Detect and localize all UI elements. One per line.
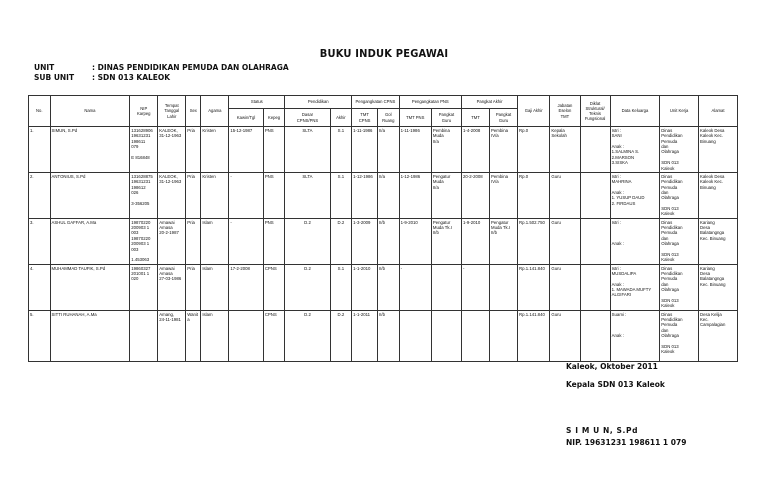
header-row-1 xyxy=(29,96,738,109)
col-kepeg: Kepeg xyxy=(263,109,285,127)
cell-sex: Pria xyxy=(186,127,201,173)
cell-tmt-cpns: 1-3-2009 xyxy=(352,218,378,264)
cell-agama: Kristen xyxy=(201,127,229,173)
col-jabatan: Jabatan Eselon TMT xyxy=(550,96,580,127)
col-ttl: Tempat Tanggal Lahir xyxy=(158,96,186,127)
cell-nip: 131628875 19631231 198612 026 3-356205 xyxy=(130,172,158,218)
col-nip: NIP Karpeg xyxy=(130,96,158,127)
col-pengangkatan-pns: Pengangkatan PNS xyxy=(399,96,461,109)
cell-kawin: 17-2-2008 xyxy=(229,264,263,310)
cell-nama: SITTI RUHANAH, A.Ma xyxy=(50,310,130,361)
cell-gol: II/b xyxy=(378,310,400,361)
cell-pangkat-guru xyxy=(431,264,461,310)
cell-tmt-akhir: - xyxy=(462,264,490,310)
cell-diklat xyxy=(580,127,610,173)
col-nama: Nama xyxy=(50,96,130,127)
col-pendidikan: Pendidikan xyxy=(285,96,352,109)
cell-no: 2. xyxy=(29,172,51,218)
cell-gaji: Rp.1.141.840 xyxy=(518,264,550,310)
col-alamat: Alamat xyxy=(699,96,738,127)
table-row xyxy=(29,218,738,264)
cell-jabatan: Kepala Sekolah xyxy=(550,127,580,173)
col-pangkat-akhir: Pangkat Akhir xyxy=(462,96,518,109)
cell-sex: Pria xyxy=(186,264,201,310)
cell-no: 3. xyxy=(29,218,51,264)
cell-agama: Kristen xyxy=(201,172,229,218)
cell-jabatan: Guru xyxy=(550,310,580,361)
cell-akhir: D.2 xyxy=(330,310,352,361)
col-tmt: TMT xyxy=(462,109,490,127)
cell-pangkat-akhir xyxy=(490,310,518,361)
unit-label: UNIT xyxy=(34,63,55,72)
cell-alamat: Kariang Desa Balatangnga Kec. Binuang xyxy=(699,218,738,264)
cell-sex: Wanita xyxy=(186,310,201,361)
cell-nip: 131628906 19631231 198611 079 E 816848 xyxy=(130,127,158,173)
cell-pangkat-guru: Pengatur Muda II/a xyxy=(431,172,461,218)
cell-agama: Islam xyxy=(201,218,229,264)
cell-sex: Pria xyxy=(186,218,201,264)
cell-nama: ANTONIUS, S.Pd xyxy=(50,172,130,218)
cell-pangkat-akhir: Pembina IV/a xyxy=(490,127,518,173)
cell-pangkat-guru xyxy=(431,310,461,361)
cell-pangkat-guru: Pembina Muda II/a xyxy=(431,127,461,173)
col-status: Status xyxy=(229,96,285,109)
signature-nip: NIP. 19631231 198611 1 079 xyxy=(566,438,687,447)
employee-table xyxy=(28,95,738,362)
cell-dasar: SLTA xyxy=(285,172,330,218)
col-tmt-cpns: TMT CPNS xyxy=(352,109,378,127)
cell-dasar: D.2 xyxy=(285,264,330,310)
col-pengangkatan-cpns: Pengangkatan CPNS xyxy=(352,96,399,109)
signature-name: S I M U N, S.Pd xyxy=(566,426,639,435)
document-title: BUKU INDUK PEGAWAI xyxy=(319,47,449,60)
cell-diklat xyxy=(580,264,610,310)
cell-gol: II/b xyxy=(378,218,400,264)
cell-agama: Islam xyxy=(201,310,229,361)
cell-dasar: D.2 xyxy=(285,218,330,264)
cell-ttl: KALEOK, 31-12-1963 xyxy=(158,172,186,218)
col-gol-ruang: Gol Ruang xyxy=(378,109,400,127)
table-row xyxy=(29,172,738,218)
unit-line xyxy=(34,63,289,72)
cell-gol: II/a xyxy=(378,172,400,218)
cell-gaji: Rp.1.502.750 xyxy=(518,218,550,264)
cell-dasar: D.2 xyxy=(285,310,330,361)
table-row xyxy=(29,264,738,310)
cell-diklat xyxy=(580,310,610,361)
cell-kepeg: CPNS xyxy=(263,310,285,361)
cell-akhir: S.1 xyxy=(330,172,352,218)
cell-gol: II/b xyxy=(378,264,400,310)
cell-tmt-pns: 1-9-2010 xyxy=(399,218,431,264)
signature-place-date: Kaleok, Oktober 2011 xyxy=(566,362,658,371)
cell-keluarga: Istri : MAHRINA Anak : 1. YUSUP DAUD 2. FIRDAUS xyxy=(610,172,660,218)
cell-kepeg: CPNS xyxy=(263,264,285,310)
cell-nip: 19860327 201001 1 020 xyxy=(130,264,158,310)
cell-alamat: Kaleok Desa Kaleok Kec. Binuang xyxy=(699,172,738,218)
cell-nama: MUHAMMAD TAUFIK, S.Pd xyxy=(50,264,130,310)
subunit-value: : SDN 013 KALEOK xyxy=(92,73,171,82)
cell-kawin: - xyxy=(229,218,263,264)
cell-tmt-cpns: 1-12-1986 xyxy=(352,172,378,218)
subunit-line xyxy=(34,73,170,82)
table-row xyxy=(29,310,738,361)
cell-tmt-cpns: 1-1-2011 xyxy=(352,310,378,361)
cell-gaji: Rp.0 xyxy=(518,127,550,173)
cell-tmt-akhir: 1-4-2008 xyxy=(462,127,490,173)
cell-keluarga: Istri : SANI Anak : 1.SALMINA S. 2.MARSON 3.SISKA xyxy=(610,127,660,173)
col-dasar: Dasar CPNS/PNS xyxy=(285,109,330,127)
subunit-label: SUB UNIT xyxy=(34,73,75,82)
cell-tmt-pns: 1-12-1986 xyxy=(399,172,431,218)
cell-keluarga: Istri : Anak : xyxy=(610,218,660,264)
cell-akhir: D.2 xyxy=(330,218,352,264)
col-diklat: Diklat Struktural/ Teknis Fungsional xyxy=(580,96,610,127)
cell-ttl: Amawai Amasa 20-2-1987 xyxy=(158,218,186,264)
col-no: No. xyxy=(29,96,51,127)
cell-tmt-akhir: 1-9-2010 xyxy=(462,218,490,264)
cell-tmt-pns xyxy=(399,310,431,361)
cell-alamat: Kariang Desa Balatangnga Kec. Binuang xyxy=(699,264,738,310)
cell-nama: ASHUL GAFFAR, A.Ma xyxy=(50,218,130,264)
cell-diklat xyxy=(580,218,610,264)
cell-tmt-akhir xyxy=(462,310,490,361)
col-agama: Agama xyxy=(201,96,229,127)
cell-diklat xyxy=(580,172,610,218)
unit-value: : DINAS PENDIDIKAN PEMUDA DAN OLAHRAGA xyxy=(92,63,289,72)
cell-jabatan: Guru xyxy=(550,218,580,264)
col-sex: Sex xyxy=(186,96,201,127)
cell-gaji: Rp.1.141.840 xyxy=(518,310,550,361)
col-pangkat-guru-2: Pangkat Guru xyxy=(490,109,518,127)
cell-gaji: Rp.0 xyxy=(518,172,550,218)
cell-ttl: Amang, 24-11-1981 xyxy=(158,310,186,361)
cell-tmt-cpns: 1-11-1986 xyxy=(352,127,378,173)
cell-keluarga: Suami : Anak : xyxy=(610,310,660,361)
col-unit-kerja: Unit Kerja xyxy=(660,96,699,127)
cell-kepeg: PNS xyxy=(263,172,285,218)
cell-gol: II/a xyxy=(378,127,400,173)
cell-akhir: S.1 xyxy=(330,264,352,310)
cell-unit-kerja: Dinas Pendidikan Pemuda dan Olahraga SDN 013 Kaleok xyxy=(660,172,699,218)
table-row xyxy=(29,127,738,173)
cell-unit-kerja: Dinas Pendidikan Pemuda dan Olahraga SDN 013 Kaleok xyxy=(660,264,699,310)
cell-kawin: - xyxy=(229,172,263,218)
col-keluarga: Data Keluarga xyxy=(610,96,660,127)
cell-pangkat-akhir: Pembina IV/a xyxy=(490,172,518,218)
cell-ttl: Amawai Amasa 27-03-1986 xyxy=(158,264,186,310)
col-pangkat-guru: Pangkat Guru xyxy=(431,109,461,127)
cell-pangkat-akhir xyxy=(490,264,518,310)
col-tmt-pns: TMT PNS xyxy=(399,109,431,127)
cell-nip: 19870220 200903 1 003 19870220 200903 1 003 1.453063 xyxy=(130,218,158,264)
cell-agama: Islam xyxy=(201,264,229,310)
cell-alamat: Desa Kelija Kec. Campalagian xyxy=(699,310,738,361)
cell-tmt-pns: - xyxy=(399,264,431,310)
cell-pangkat-akhir: Pengatur Muda Tk.I II/b xyxy=(490,218,518,264)
cell-no: 1. xyxy=(29,127,51,173)
cell-kepeg: PNS xyxy=(263,218,285,264)
col-gaji: Gaji Akhir xyxy=(518,96,550,127)
cell-jabatan: Guru xyxy=(550,172,580,218)
cell-tmt-cpns: 1-1-2010 xyxy=(352,264,378,310)
col-kawin: Kawin/Tgl xyxy=(229,109,263,127)
cell-tmt-pns: 1-11-1986 xyxy=(399,127,431,173)
cell-kawin: 15-12-1987 xyxy=(229,127,263,173)
cell-kawin xyxy=(229,310,263,361)
signature-position: Kepala SDN 013 Kaleok xyxy=(566,380,665,389)
col-akhir: Akhir xyxy=(330,109,352,127)
cell-sex: Pria xyxy=(186,172,201,218)
cell-pangkat-guru: Pengatur Muda Tk.I II/b xyxy=(431,218,461,264)
cell-no: 5. xyxy=(29,310,51,361)
cell-nama: SIMUN, S.Pd xyxy=(50,127,130,173)
cell-keluarga: Istri : MUSDALIPA Anak : 1. MAWADA MUFTY ALGIFARI xyxy=(610,264,660,310)
cell-nip xyxy=(130,310,158,361)
cell-kepeg: PNS xyxy=(263,127,285,173)
cell-dasar: SLTA xyxy=(285,127,330,173)
cell-alamat: Kaleok Desa Kaleok Kec. Binuang xyxy=(699,127,738,173)
cell-unit-kerja: Dinas Pendidikan Pemuda dan Olahraga SDN 013 Kaleok xyxy=(660,218,699,264)
cell-unit-kerja: Dinas Pendidikan Pemuda dan Olahraga SDN 013 Kaleok xyxy=(660,310,699,361)
cell-ttl: KALEOK, 31-12-1963 xyxy=(158,127,186,173)
cell-jabatan: Guru xyxy=(550,264,580,310)
cell-akhir: S.1 xyxy=(330,127,352,173)
cell-no: 4. xyxy=(29,264,51,310)
cell-unit-kerja: Dinas Pendidikan Pemuda dan Olahraga SDN 013 Kaleok xyxy=(660,127,699,173)
cell-tmt-akhir: 20-2-2008 xyxy=(462,172,490,218)
